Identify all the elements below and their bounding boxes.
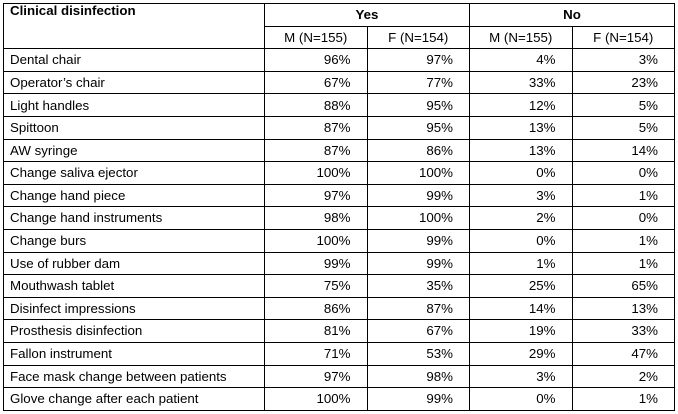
cell-no-female: 2% xyxy=(572,365,675,388)
cell-no-female: 0% xyxy=(572,162,675,185)
cell-yes-male: 97% xyxy=(265,184,368,207)
cell-no-female: 3% xyxy=(572,49,675,72)
table-row xyxy=(4,229,675,252)
row-label: Dental chair xyxy=(4,49,265,72)
cell-yes-male: 81% xyxy=(265,320,368,343)
row-label: Change burs xyxy=(4,229,265,252)
cell-no-female: 65% xyxy=(572,275,675,298)
table-row xyxy=(4,162,675,185)
table-row xyxy=(4,207,675,230)
cell-no-female: 47% xyxy=(572,342,675,365)
row-label: Use of rubber dam xyxy=(4,252,265,275)
cell-yes-female: 98% xyxy=(367,365,470,388)
row-label: Disinfect impressions xyxy=(4,297,265,320)
table-row xyxy=(4,71,675,94)
table-row xyxy=(4,275,675,298)
cell-yes-female: 86% xyxy=(367,139,470,162)
cell-no-male: 3% xyxy=(470,365,573,388)
row-label: AW syringe xyxy=(4,139,265,162)
cell-no-female: 1% xyxy=(572,388,675,411)
cell-no-male: 19% xyxy=(470,320,573,343)
row-label: Face mask change between patients xyxy=(4,365,265,388)
cell-yes-female: 67% xyxy=(367,320,470,343)
cell-no-male: 2% xyxy=(470,207,573,230)
cell-yes-male: 75% xyxy=(265,275,368,298)
cell-no-female: 1% xyxy=(572,229,675,252)
cell-yes-female: 99% xyxy=(367,229,470,252)
cell-yes-male: 71% xyxy=(265,342,368,365)
cell-no-male: 3% xyxy=(470,184,573,207)
cell-yes-male: 100% xyxy=(265,162,368,185)
cell-yes-female: 100% xyxy=(367,162,470,185)
table-row xyxy=(4,320,675,343)
cell-yes-male: 100% xyxy=(265,388,368,411)
cell-no-female: 23% xyxy=(572,71,675,94)
subheader-yes-female: F (N=154) xyxy=(367,26,470,49)
cell-no-male: 4% xyxy=(470,49,573,72)
cell-yes-male: 96% xyxy=(265,49,368,72)
subheader-yes-male: M (N=155) xyxy=(265,26,368,49)
cell-no-male: 0% xyxy=(470,388,573,411)
cell-yes-female: 95% xyxy=(367,116,470,139)
cell-yes-female: 97% xyxy=(367,49,470,72)
cell-yes-male: 86% xyxy=(265,297,368,320)
cell-yes-female: 99% xyxy=(367,388,470,411)
cell-yes-male: 67% xyxy=(265,71,368,94)
cell-no-male: 0% xyxy=(470,229,573,252)
table-row xyxy=(4,116,675,139)
cell-no-male: 14% xyxy=(470,297,573,320)
cell-no-male: 0% xyxy=(470,162,573,185)
row-label: Change saliva ejector xyxy=(4,162,265,185)
row-label: Spittoon xyxy=(4,116,265,139)
group-header-no: No xyxy=(470,4,675,27)
table-row xyxy=(4,365,675,388)
subheader-no-female: F (N=154) xyxy=(572,26,675,49)
cell-no-male: 12% xyxy=(470,94,573,117)
cell-no-female: 5% xyxy=(572,94,675,117)
table-row xyxy=(4,342,675,365)
cell-yes-male: 98% xyxy=(265,207,368,230)
cell-no-female: 1% xyxy=(572,184,675,207)
cell-yes-female: 77% xyxy=(367,71,470,94)
table-row xyxy=(4,252,675,275)
cell-no-female: 5% xyxy=(572,116,675,139)
cell-no-male: 25% xyxy=(470,275,573,298)
row-label: Fallon instrument xyxy=(4,342,265,365)
table-row xyxy=(4,297,675,320)
cell-yes-female: 99% xyxy=(367,184,470,207)
row-label: Prosthesis disinfection xyxy=(4,320,265,343)
cell-yes-female: 95% xyxy=(367,94,470,117)
cell-yes-male: 97% xyxy=(265,365,368,388)
row-label: Operator’s chair xyxy=(4,71,265,94)
row-label: Glove change after each patient xyxy=(4,388,265,411)
cell-yes-male: 87% xyxy=(265,139,368,162)
table-row xyxy=(4,94,675,117)
cell-no-male: 29% xyxy=(470,342,573,365)
cell-yes-male: 99% xyxy=(265,252,368,275)
cell-no-female: 1% xyxy=(572,252,675,275)
group-header-row xyxy=(4,4,675,27)
cell-no-male: 13% xyxy=(470,116,573,139)
cell-yes-male: 87% xyxy=(265,116,368,139)
cell-no-female: 14% xyxy=(572,139,675,162)
disinfection-table xyxy=(3,3,675,411)
cell-yes-female: 53% xyxy=(367,342,470,365)
cell-yes-female: 35% xyxy=(367,275,470,298)
cell-yes-female: 100% xyxy=(367,207,470,230)
row-label: Mouthwash tablet xyxy=(4,275,265,298)
cell-yes-female: 99% xyxy=(367,252,470,275)
cell-no-female: 33% xyxy=(572,320,675,343)
subheader-no-male: M (N=155) xyxy=(470,26,573,49)
cell-no-male: 33% xyxy=(470,71,573,94)
cell-yes-male: 88% xyxy=(265,94,368,117)
group-header-yes: Yes xyxy=(265,4,470,27)
cell-no-male: 13% xyxy=(470,139,573,162)
table-row xyxy=(4,184,675,207)
cell-no-female: 0% xyxy=(572,207,675,230)
cell-no-female: 13% xyxy=(572,297,675,320)
table-body xyxy=(4,49,675,411)
row-label: Change hand instruments xyxy=(4,207,265,230)
table-row xyxy=(4,139,675,162)
cell-yes-female: 87% xyxy=(367,297,470,320)
cell-no-male: 1% xyxy=(470,252,573,275)
row-label: Light handles xyxy=(4,94,265,117)
table-row xyxy=(4,388,675,411)
row-label: Change hand piece xyxy=(4,184,265,207)
corner-header: Clinical disinfection xyxy=(4,4,265,49)
table-row xyxy=(4,49,675,72)
cell-yes-male: 100% xyxy=(265,229,368,252)
